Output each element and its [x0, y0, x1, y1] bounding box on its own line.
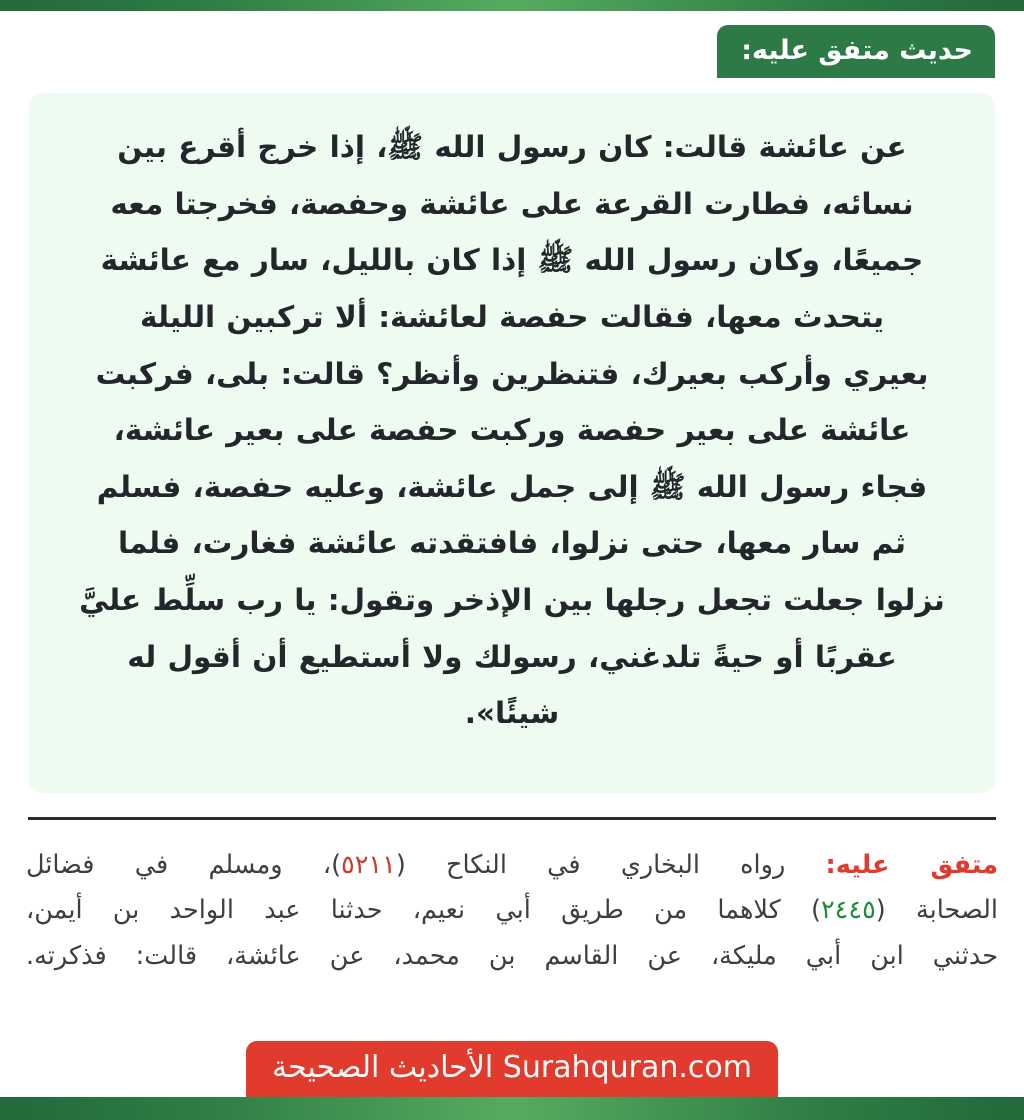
hadith-line: شيئًا». [464, 696, 560, 731]
site-arabic-label: الأحاديث الصحيحة [272, 1050, 494, 1085]
bukhari-hadith-number: ٥٢١١ [341, 850, 396, 880]
section-divider [28, 817, 996, 820]
hadith-line: نزلوا جعلت تجعل رجلها بين الإذخر وتقول: يا رب سلِّط عليَّ [79, 583, 945, 617]
source-line-2 [26, 888, 998, 933]
hadith-grade-badge: حديث متفق عليه: [717, 25, 995, 78]
hadith-grade-badge-row [717, 25, 995, 78]
top-decoration-bar [0, 0, 1024, 11]
bottom-decoration-bar [0, 1097, 1024, 1120]
source-line-2-text-b: ) كلاهما من طريق أبي نعيم، حدثنا عبد الواحد بن أيمن، [26, 895, 821, 926]
hadith-line: نسائه، فطارت القرعة على عائشة وحفصة، فخرجتا معه [110, 186, 914, 221]
source-line-1-text-b: )، ومسلم في فضائل [26, 850, 342, 880]
hadith-line: عائشة على بعير حفصة وركبت حفصة على بعير عائشة، [113, 413, 911, 448]
hadith-line: عن عائشة قالت: كان رسول الله ﷺ، إذا خرج أقرع بين [117, 130, 907, 164]
source-line-2-text-a: الصحابة ( [875, 895, 998, 926]
source-line-1 [26, 843, 998, 888]
hadith-line: بعيري وأركب بعيرك، فتنظرين وأنظر؟ قالت: بلى، فركبت [95, 356, 929, 391]
muslim-hadith-number: ٢٤٤٥ [820, 895, 876, 926]
hadith-text [59, 119, 965, 742]
footer-branding-row [0, 1041, 1024, 1097]
hadith-line: جميعًا، وكان رسول الله ﷺ إذا كان بالليل، سار مع عائشة [100, 243, 924, 278]
hadith-text-box [29, 93, 995, 793]
hadith-line: فجاء رسول الله ﷺ إلى جمل عائشة، وعليه حفصة، فسلم [96, 469, 928, 504]
card-body [0, 11, 1024, 1097]
hadith-line: عقربًا أو حيةً تلدغني، رسولك ولا أستطيع أن أقول له [127, 639, 897, 674]
source-line-1-text-a: رواه البخاري في النكاح ( [395, 850, 826, 880]
hadith-source-reference [26, 843, 998, 979]
hadith-line: ثم سار معها، حتى نزلوا، فافتقدته عائشة فغارت، فلما [118, 526, 906, 561]
source-line-3: حدثني ابن أبي مليكة، عن القاسم بن محمد، عن عائشة، قالت: فذكرته. [26, 940, 998, 971]
site-branding-button[interactable] [246, 1041, 778, 1097]
source-grade-label: متفق عليه: [825, 850, 998, 880]
site-url-label: Surahquran.com [502, 1050, 752, 1085]
hadith-line: يتحدث معها، فقالت حفصة لعائشة: ألا تركبين الليلة [139, 299, 885, 334]
